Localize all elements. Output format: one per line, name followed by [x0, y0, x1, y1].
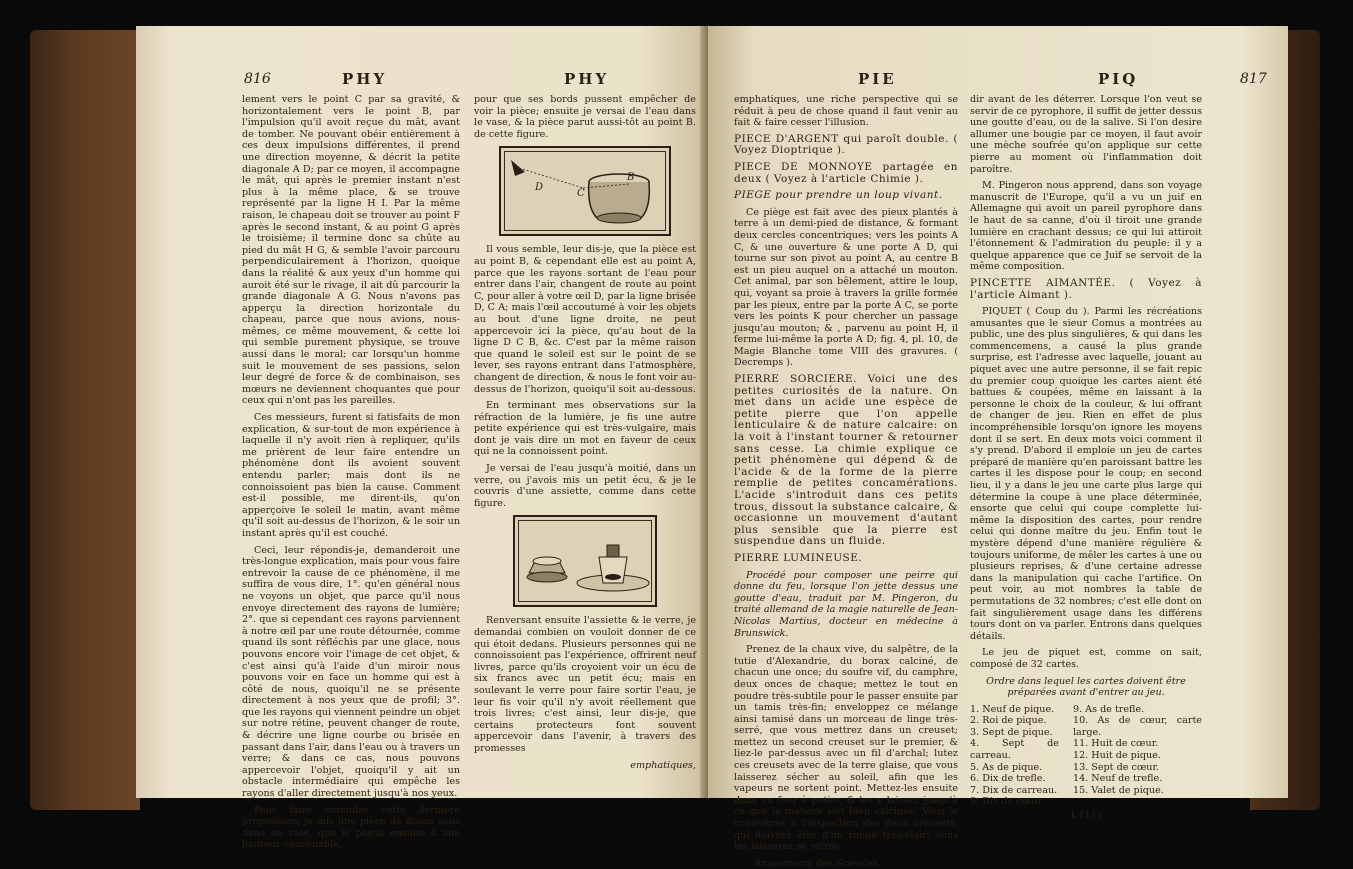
list-item: 13. Sept de cœur.: [1072, 761, 1160, 773]
list-item: 12. Huit de pique.: [1072, 750, 1161, 762]
card-list-b: [1073, 704, 1202, 808]
right-column-1: [734, 94, 958, 869]
paragraph: Renversant ensuite l'assiette & le verre, je demandai combien on vouloit donner de ce qui étoit dedans. Plusieurs personnes qui ne connoissoient pas l'expérience, offrirent neuf livres, parce qu'ils croyoient voir un écu de six francs avec un petit écu; mais en soulevant le verre pour faire sortir l'eau, je leur fis voir qu'il n'y avoit réellement que trois livres; c'est ainsi, leur dis-je, que certains protecteurs font souvent appercevoir dans l'avenir, à travers des promesses: [474, 615, 696, 754]
right-header-left: PIE: [858, 70, 897, 88]
list-item: 6. Dix de trefle.: [970, 773, 1046, 785]
paragraph: Ce piège est fait avec des pieux plantés à terre à un demi-pied de distance, & formant deux cercles concentriques; vers les points A C, & une ouverture & une porte A D, qui tourne sur son pivot au point A, au centre B est un pieu auquel on a attaché un mouton. Cet animal, par son bêlement, attire le loup, qui, voyant sa proie à travers la grille formée par les pieux, entre par la porte A C, se porte vers les points K pour chercher un passage jusqu'au mouton; & , parvenu au point H, il ferme lui-même la porte A D; fig. 4, pl. 10, de Magie Blanche tome VIII des gravures. ( Decremps ).: [734, 206, 958, 369]
paragraph: Ceci, leur répondis-je, demanderoit une très-longue explication, mais pour vous faire entrevoir la cause de ce phénomène, il me suffira de vous dire, 1°. qu'en général nous ne voyons un objet, que parce qu'il nous envoye directement des rayons de lumière; 2°. que si cependant ces rayons parviennent à notre œil par une route détournée, comme quand ils sont réfléchis par une glace, nous pouvons encore voir l'image de cet objet, & c'est ainsi qu'à l'aide d'un miroir nous pouvons voir en face un homme qui est à côté de nous, quoiqu'il ne se présente directement à nos yeux que de profil; 3°. que les rayons qui viennent peindre un objet sur notre rétine, peuvent changer de route, & décrire une ligne courbe ou brisée en passant dans l'air, dans l'eau ou à travers un verre; & dans ce cas, nous pouvons appercevoir l'objet, quoiqu'il y ait un obstacle intermédiaire qui empêche les rayons d'aller directement jusqu'à nos yeux.: [242, 544, 460, 800]
list-caption: Ordre dans lequel les cartes doivent être préparées avant d'entrer au jeu.: [986, 675, 1186, 699]
entry-heading: PIERRE SORCIERE. Voici une des petites curiosités de la nature. On met dans un acide une espèce de petite pierre que l'on appelle lenticulaire & de nature calcaire: on la voit à l'instant tourner & retourner sans cesse. La chimie explique ce petit phénomène qui dépend & de l'acide & de la forme de la pierre remplie de petites concamérations. L'acide s'introduit dans ces petits trous, dissout la substance calcaire, & occasionne un mouvement d'autant plus sensible que la pierre est suspendue dans un fluide.: [734, 373, 958, 548]
fig-label-d: D: [535, 182, 544, 194]
entry-heading: PIECE D'ARGENT qui paroît double. ( Voyez Dioptrique ).: [734, 132, 958, 157]
left-header-left: PHY: [342, 70, 388, 88]
left-column-1: [242, 94, 460, 851]
right-page: [708, 26, 1288, 869]
paragraph: Prenez de la chaux vive, du salpêtre, de la tutie d'Alexandrie, du borax calciné, de chacun une once; du soufre vif, du camphre, deux onces de chaque; mettez le tout en poudre très-subtile pour le passer ensuite par un tamis très-fin; enveloppez ce mélange ainsi tamisé dans un morceau de linge très-serré, que vous mettrez dans un creuset; mettez un second creuset sur le premier, & liez-le par-dessus avec un fil d'archal; lutez ces creusets avec de la terre glaise, que vous laisserez sécher au soleil, afin que les vapeurs ne sortent point. Mettez-les ensuite dans un four à potier, & les y laissez jusqu'à ce que la matière soit bien calcinée. Vous le connoîtrez à l'inspection des deux creusets, qui doivent être d'un rouge très-clair; vous les laisserez se refroi-: [734, 644, 958, 853]
catchword: Amusemens des Sciences.: [754, 857, 882, 869]
paragraph: Le jeu de piquet est, comme on sait, composé de 32 cartes.: [970, 647, 1202, 670]
glass-figure-drawing: [515, 517, 655, 605]
left-page: [136, 26, 708, 851]
vase-refraction-figure: [499, 146, 671, 236]
paragraph: pour que ses bords pussent empêcher de voir la pièce; ensuite je versai de l'eau dans le vase, & la pièce parut aussi-tôt au point B. de cette figure.: [474, 94, 696, 140]
card-order-list: [970, 704, 1202, 808]
list-item: 8. Dix de cœur.: [970, 796, 1044, 808]
paragraph: En terminant mes observations sur la réfraction de la lumière, je fis une autre petite expérience qui est très-vulgaire, mais dont je vais dire un mot en faveur de ceux qui ne la connoissent point.: [474, 400, 696, 458]
book: [30, 8, 1330, 869]
glass-plate-figure: [513, 515, 657, 607]
entry-heading: PIECE DE MONNOYE partagée en deux ( Voyez à l'article Chimie ).: [734, 160, 958, 185]
list-item: 10. As de cœur, carte large.: [1072, 715, 1202, 738]
list-item: 7. Dix de carreau.: [970, 784, 1058, 796]
list-item: 3. Sept de pique.: [970, 726, 1053, 738]
vase-figure-drawing: [501, 148, 669, 234]
list-item: 11. Huit de cœur.: [1072, 738, 1159, 750]
list-item: 4. Sept de carreau.: [970, 738, 1059, 762]
list-item: 1. Neuf de pique.: [970, 703, 1055, 715]
paragraph: Ces messieurs, furent si fatisfaits de mon explication, & sur-tout de mon expérience à laquelle il n'y avoit rien à repliquer, qu'ils me prièrent de leur faire entendre un phénomène dont ils avoient souvent entendu parler; mais dont ils ne connoissoient pas bien la cause. Comment est-il possible, me dirent-ils, qu'on apperçoive le soleil le matin, avant même qu'il soit au-dessus de l'horizon, & le soir un instant après qu'il est couché.: [242, 412, 460, 539]
fig-label-c: C: [577, 188, 585, 200]
entry-heading: PIERRE LUMINEUSE.: [734, 551, 863, 564]
list-item: 2. Roi de pique.: [970, 715, 1047, 727]
list-item: 9. As de trefle.: [1072, 703, 1145, 715]
signature-mark: L l l l l: [1070, 810, 1102, 822]
card-list-a: [970, 704, 1059, 808]
paragraph: Pour faire entendre cette dernière proposition, je mis une pièce de douze sous dans un vase, que je plaçai ensuite à une hauteur convenable,: [242, 804, 460, 851]
entry-heading: PINCETTE AIMANTÉE. ( Voyez à l'article Aimant ).: [970, 276, 1202, 301]
paragraph: M. Pingeron nous apprend, dans son voyage manuscrit de l'Europe, qu'il a vu un juif en Allemagne qui avoit un pareil pyrophore dans le haut de sa canne, d'où il tiroit une grande lumière en crachant dessus; ce qui lui attiroit l'étonnement & l'admiration du peuple: il y a quelque apparence que ce Juif se servoit de la même composition.: [970, 180, 1202, 273]
paragraph: Procédé pour composer une peirre qui donne du feu, lorsque l'on jette dessus une goutte d'eau, traduit par M. Pingeron, du traité allemand de la magie naturelle de Jean-Nicolas Martius, docteur en médecine à Brunswick.: [734, 569, 958, 639]
left-page-number: 816: [244, 71, 271, 87]
paragraph: dir avant de les déterrer. Lorsque l'on veut se servir de ce pyrophore, il suffit de jetter dessus une goutte d'eau, ou de la salive. Si l'on desire allumer une bougie par ce moyen, il faut avoir une mèche soufrée qu'on applique sur cette pierre au moment où l'inflammation doit paroître.: [970, 94, 1202, 175]
paragraph: emphatiques, une riche perspective qui se réduit à peu de chose quand il faut venir au fait & faire cesser l'illusion.: [734, 94, 958, 129]
paragraph: Il vous semble, leur dis-je, que la pièce est au point B, & cependant elle est au point A, parce que les rayons sortant de l'eau pour entrer dans l'air, changent de route au point C, pour aller à votre œil D, par la ligne brisée D, C A; mais l'œil accoutumé à voir les objets au bout d'une ligne droite, ne peut appercevoir ici la pièce, qu'au bout de la ligne D C B, &c. C'est par la même raison que quand le soleil est sur le point de se lever, ses rayons entrant dans l'atmosphère, changent de direction, & nous le font voir au-dessus de l'horizon, quoiqu'il soit au-dessous.: [474, 244, 696, 395]
list-item: 5. As de pique.: [970, 761, 1043, 773]
left-column-2: [474, 94, 696, 786]
paragraph: lement vers le point C par sa gravité, & horizontalement vers le point B, par l'impulsion qu'il avoit reçue du mât, avant de tomber. Ne pouvant obéir entièrement à ces deux impulsions différentes, il prend une direction moyenne, & décrit la petite diagonale A D; par ce moyen, il accompagne le mât, qui après le premier instant n'est plus à la même place, & se trouve représenté par la ligne H I. Par la même raison, le chapeau doit se trouver au point F après le second instant, & au point G après le troisième; il termine donc sa chûte au pied du mât H G, & semble l'avoir parcouru perpendiculairement à l'horizon, quoique dans la réalité & aux yeux d'un homme qui auroit été sur le rivage, il ait dû parcourir la grande diagonale A G. Nous n'avons pas apperçu la direction horizontale du chapeau, parce que nous avions, nous-mêmes, ce même mouvement, & cette loi qui semble purement physique, se trouve aussi dans le moral; car lorsqu'un homme suit le mouvement de ses passions, selon leur degré de force & de combinaison, ses mœurs ne deviennent choquantes que pour ceux qui n'ont pas les pareilles.: [242, 94, 460, 407]
entry-heading: PIEGE pour prendre un loup vivant.: [734, 189, 943, 202]
list-item: 14. Neuf de trefle.: [1072, 773, 1163, 785]
right-header-right: PIQ: [1098, 70, 1139, 88]
right-column-2: [970, 94, 1202, 822]
paragraph: PIQUET ( Coup du ). Parmi les récréations amusantes que le sieur Comus a montrées au public, une des plus singulières, & qui dans les commencemens, a causé la plus grande surprise, est l'adresse avec laquelle, jouant au piquet avec une autre personne, il se fait repic du premier coup quoique les cartes aient été battues & coupées, même en laissant à la personne le choix de la couleur, & lui offrant de changer de jeu. Rien en effet de plus incompréhensible lorsqu'on ignore les moyens dont il se sert. En deux mots voici comment il s'y prend. D'abord il emploie un jeu de cartes préparé de manière qu'en paroissant battre les cartes il les dispose pour le coup; en second lieu, il y a dans le jeu une carte plus large qui détermine la coupe à une place déterminée, ensorte que celui qui coupe complette lui-même la disposition des cartes, pour rendre celui qui donne maître du jeu. Enfin tout le mystère dépend d'une manière régulière & toujours uniforme, de mêler les cartes à une ou plusieurs reprises, & d'une certaine adresse dans la manipulation qui cache l'artifice. On peut voir, au mot nombres la table de permutations de 32 nombres; c'est elle dont on fait singulièrement usage dans les différens tours dont on va parler. Entrons dans quelques détails.: [970, 306, 1202, 642]
list-item: 15. Valet de pique.: [1072, 784, 1164, 796]
right-page-number: 817: [1240, 71, 1267, 87]
fig-label-b: B: [627, 172, 635, 184]
left-header-right: PHY: [564, 70, 610, 88]
book-cover-left: [30, 30, 140, 810]
paragraph: Je versai de l'eau jusqu'à moitié, dans un verre, ou j'avois mis un petit écu, & je le couvris d'une assiette, comme dans cette figure.: [474, 463, 696, 509]
catchword: emphatiques,: [630, 759, 696, 771]
